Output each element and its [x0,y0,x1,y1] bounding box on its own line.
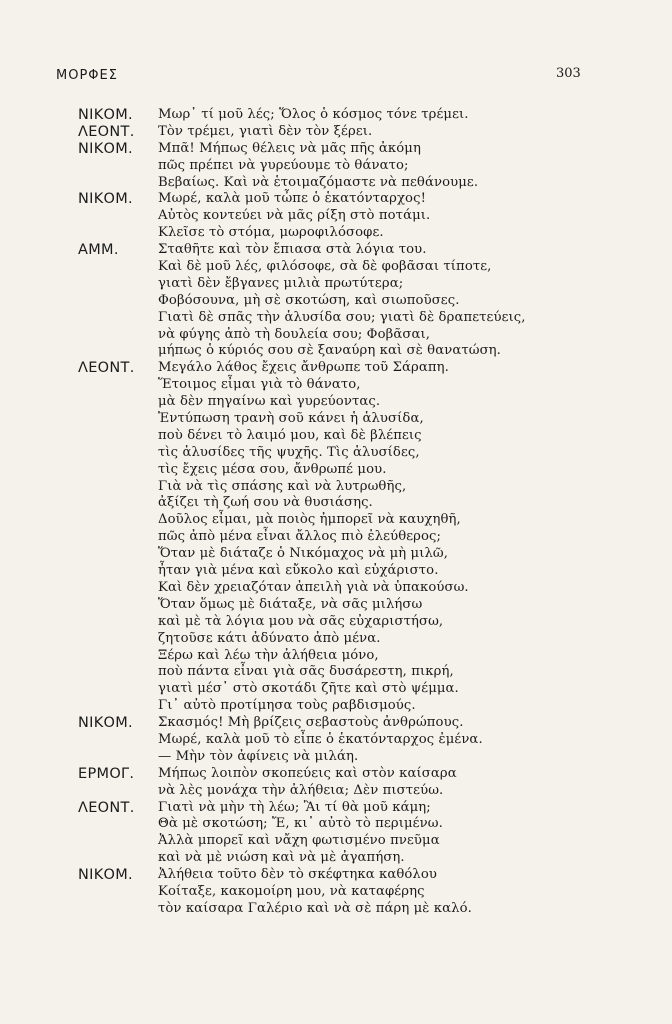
speaker-name: ΝΙΚΟΜ. [78,140,133,157]
dialogue-line [0,867,672,884]
verse-text: Γι᾿ αὐτὸ προτίμησα τοὺς ραβδισμούς. [158,698,416,714]
verse-text: ποὺ δένει τὸ λαιμό μου, καὶ δὲ βλέπεις [158,427,422,443]
verse-text: Γιὰ νὰ τὶς σπάσης καὶ νὰ λυτρωθῆς, [158,478,407,494]
dialogue-line [0,783,672,800]
dialogue-line [0,276,672,293]
verse-text: Τὸν τρέμει, γιατὶ δὲν τὸν ξέρει. [158,123,373,139]
dialogue-line [0,191,672,208]
verse-text: Ἕτοιμος εἶμαι γιὰ τὸ θάνατο, [158,377,361,393]
page-number: 303 [556,66,581,81]
dialogue-line [0,310,672,327]
verse-text: Κλεῖσε τὸ στόμα, μωροφιλόσοφε. [158,225,384,241]
dialogue-line [0,327,672,344]
dialogue-line [0,343,672,360]
verse-text: γιατὶ δὲν ἔβγανες μιλιὰ πρωτύτερα; [158,275,404,291]
speaker-name: ΛΕΟΝΤ. [78,123,135,140]
verse-text: τὶς ἁλυσίδες τῆς ψυχῆς. Τὶς ἁλυσίδες, [158,444,420,460]
verse-text: γιατὶ μέσ᾿ στὸ σκοτάδι ζῆτε καὶ στὸ ψέμμα. [158,681,459,697]
verse-text: Μωρέ, καλὰ μοῦ τὦπε ὁ ἑκατόνταρχος! [158,191,426,207]
verse-text: καὶ μὲ τὰ λόγια μου νὰ σᾶς εὐχαριστήσω, [158,613,444,629]
dialogue-line [0,141,672,158]
dialogue-line [0,242,672,259]
dialogue-line [0,800,672,817]
verse-text: Ὅταν ὅμως μὲ διάταξε, νὰ σᾶς μιλήσω [158,596,423,612]
verse-text: Ἀλλὰ μπορεῖ καὶ νἄχη φωτισμένο πνεῦμα [158,833,440,849]
verse-text: — Μὴν τὸν ἀφίνεις νὰ μιλάη. [158,748,359,764]
dialogue-line [0,698,672,715]
speaker-name: ΕΡΜΟΓ. [78,765,135,782]
verse-text: Ἐντύπωση τρανὴ σοῦ κάνει ἡ ἁλυσίδα, [158,411,424,427]
verse-text: πῶς ἀπὸ μένα εἶναι ἄλλος πιὸ ἐλεύθερος; [158,529,442,545]
verse-text: Σκασμός! Μὴ βρίζεις σεβαστοὺς ἀνθρώπους. [158,715,464,731]
verse-text: Μήπως λοιπὸν σκοπεύεις καὶ στὸν καίσαρα [158,765,457,781]
dialogue-line [0,749,672,766]
dialogue-line [0,462,672,479]
dialogue-line [0,394,672,411]
dialogue-line [0,546,672,563]
verse-text: ζητοῦσε κάτι ἀδύνατο ἀπὸ μένα. [158,630,381,646]
dialogue-line [0,175,672,192]
dialogue-line [0,158,672,175]
dialogue-line [0,850,672,867]
dialogue-line [0,681,672,698]
dialogue-line [0,529,672,546]
dialogue-line [0,816,672,833]
speaker-name: ΑΜΜ. [78,242,119,259]
verse-text: ποὺ πάντα εἶναι γιὰ σᾶς δυσάρεστη, πικρή, [158,664,454,680]
dialogue-line [0,563,672,580]
speaker-name: ΛΕΟΝΤ. [78,799,135,816]
speaker-name: ΛΕΟΝΤ. [78,360,135,377]
dialogue-line [0,124,672,141]
dialogue-line [0,225,672,242]
dialogue-line [0,495,672,512]
dialogue-line [0,377,672,394]
verse-text: Φοβόσουνα, μὴ σὲ σκοτώση, καὶ σιωποῦσες. [158,292,460,308]
verse-text: Κοίταξε, κακομοίρη μου, νὰ καταφέρης [158,883,425,899]
verse-text: Ὅταν μὲ διάταζε ὁ Νικόμαχος νὰ μὴ μιλῶ, [158,546,449,562]
verse-text: ἀξίζει τὴ ζωή σου νὰ θυσιάσης. [158,495,373,511]
dialogue-line [0,580,672,597]
verse-text: τὸν καίσαρα Γαλέριο καὶ νὰ σὲ πάρη μὲ καλό. [158,900,472,916]
dialogue-line [0,597,672,614]
verse-text: μὰ δὲν πηγαίνω καὶ γυρεύοντας. [158,394,381,410]
speaker-name: ΝΙΚΟΜ. [78,715,133,732]
dialogue-line [0,293,672,310]
verse-text: Καὶ δὲν χρειαζόταν ἀπειλὴ γιὰ νὰ ὑπακούσω. [158,579,469,595]
dialogue-line [0,259,672,276]
speaker-name: ΝΙΚΟΜ. [78,867,133,884]
dialogue-line [0,833,672,850]
verse-text: καὶ νὰ μὲ νιώση καὶ νὰ μὲ ἀγαπήση. [158,850,405,866]
dialogue-line [0,208,672,225]
verse-text: νὰ λὲς μονάχα τὴν ἀλήθεια; Δὲν πιστεύω. [158,782,444,798]
speaker-name: ΝΙΚΟΜ. [78,107,133,123]
dialogue-line [0,901,672,918]
dialogue-line [0,107,672,124]
speaker-name: ΝΙΚΟΜ. [78,191,133,208]
verse-text: Μπᾶ! Μήπως θέλεις νὰ μᾶς πῆς ἀκόμη [158,140,421,156]
verse-text: Βεβαίως. Καὶ νὰ ἑτοιμαζόμαστε νὰ πεθάνουμε. [158,174,479,190]
verse-text: πῶς πρέπει νὰ γυρεύουμε τὸ θάνατο; [158,157,409,173]
dialogue-line [0,614,672,631]
dialogue-line [0,445,672,462]
dialogue-line [0,715,672,732]
verse-text: Ἀλήθεια τοῦτο δὲν τὸ σκέφτηκα καθόλου [158,867,438,883]
dialogue-line [0,411,672,428]
verse-text: Καὶ δὲ μοῦ λές, φιλόσοφε, σὰ δὲ φοβᾶσαι τίποτε, [158,259,492,275]
dialogue-line [0,664,672,681]
verse-text: ἦταν γιὰ μένα καὶ εὔκολο καὶ εὐχάριστο. [158,563,439,579]
verse-text: Θὰ μὲ σκοτώση; Ἔ, κι᾿ αὐτὸ τὸ περιμένω. [158,816,443,832]
verse-text: μήπως ὁ κύριός σου σὲ ξαναύρη καὶ σὲ θανατώση. [158,343,501,359]
verse-text: Δοῦλος εἶμαι, μὰ ποιὸς ἠμπορεῖ νὰ καυχηθῆ, [158,512,461,528]
verse-text: Αὐτὸς κοντεύει νὰ μᾶς ρίξη στὸ ποτάμι. [158,208,431,224]
dialogue-line [0,631,672,648]
dialogue-line [0,766,672,783]
verse-text: νὰ φύγης ἀπὸ τὴ δουλεία σου; Φοβᾶσαι, [158,326,431,342]
dialogue-line [0,512,672,529]
verse-text: Μωρ᾿ τί μοῦ λές; Ὅλος ὁ κόσμος τόνε τρέμει. [158,107,469,122]
verse-text: Μωρέ, καλὰ μοῦ τὸ εἶπε ὁ ἑκατόνταρχος ἐμένα. [158,731,483,747]
verse-text: Γιατὶ νὰ μὴν τὴ λέω; Ἂι τί θὰ μοῦ κάμη; [158,799,431,815]
dialogue-line [0,884,672,901]
dialogue-block [0,107,672,918]
dialogue-line [0,360,672,377]
running-title: ΜΟΡΦΕΣ [56,68,118,83]
dialogue-line [0,428,672,445]
dialogue-line [0,479,672,496]
dialogue-line [0,732,672,749]
verse-text: Ξέρω καὶ λέω τὴν ἀλήθεια μόνο, [158,647,379,663]
verse-text: Γιατὶ δὲ σπᾶς τὴν ἁλυσίδα σου; γιατὶ δὲ δραπετεύεις, [158,309,526,325]
verse-text: τὶς ἔχεις μέσα σου, ἄνθρωπέ μου. [158,461,387,477]
dialogue-line [0,648,672,665]
verse-text: Μεγάλο λάθος ἔχεις ἄνθρωπε τοῦ Σάραπη. [158,360,449,376]
verse-text: Σταθῆτε καὶ τὸν ἔπιασα στὰ λόγια του. [158,242,427,258]
